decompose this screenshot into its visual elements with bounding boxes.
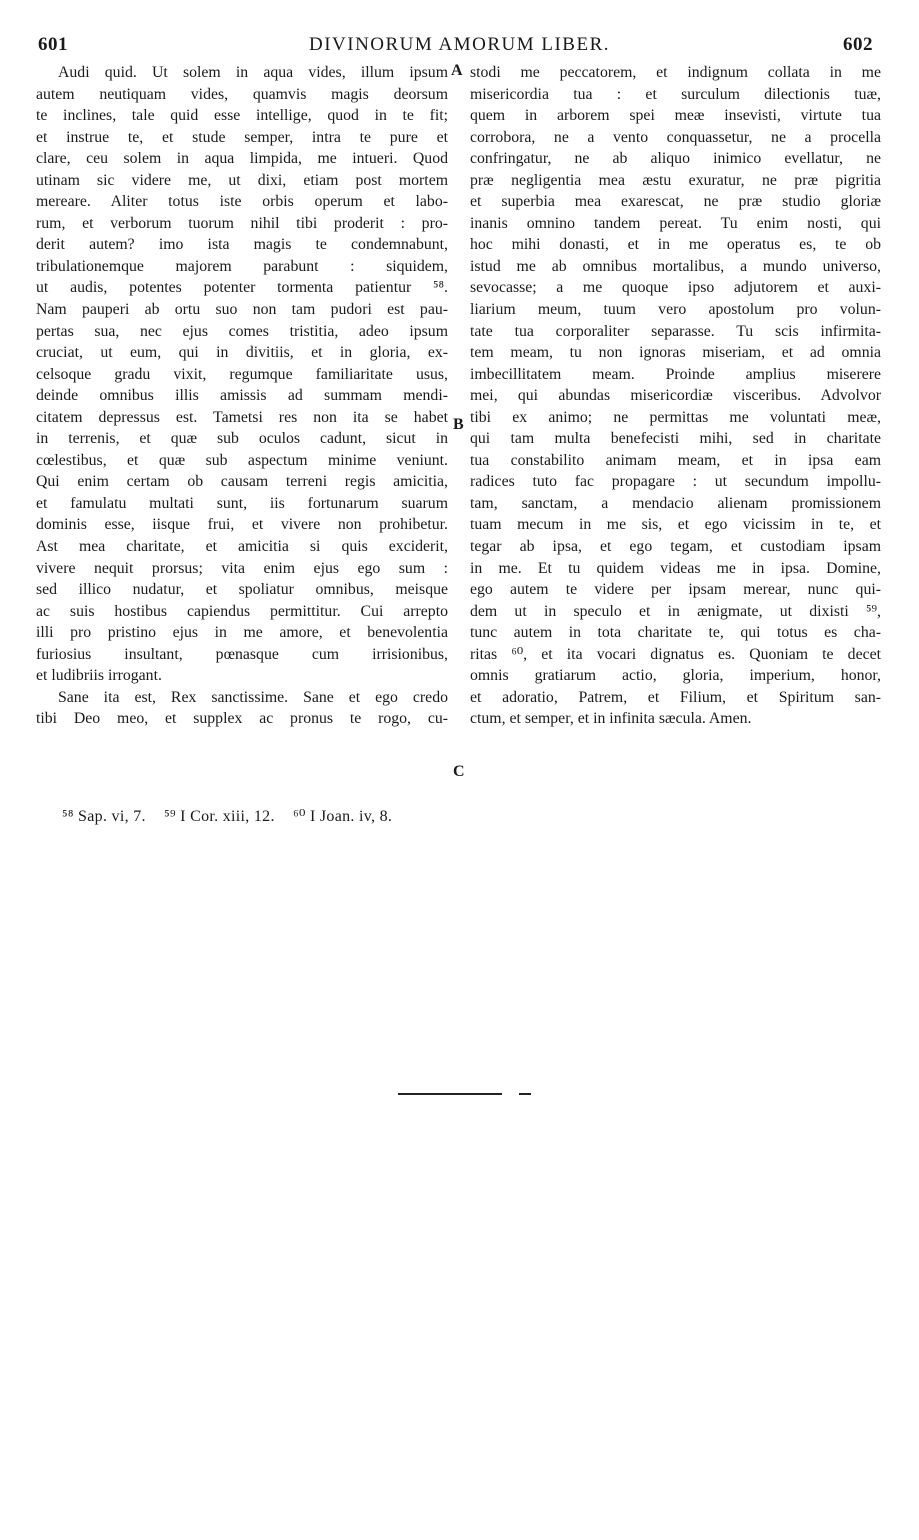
text-line: tua constabilito animam meam, et in ipsa eam	[470, 451, 881, 469]
text-line: tate tua corporaliter separasse. Tu scis infirmita-	[470, 322, 881, 340]
text-line: tribulationemque majorem parabunt : siquidem,	[36, 257, 448, 275]
text-line: dem ut in speculo et in ænigmate, ut dixisti ⁵⁹,	[470, 602, 881, 620]
running-title: DIVINORUM AMORUM LIBER.	[308, 34, 611, 55]
text-line: clare, ceu solem in aqua limpida, me intueri. Quod	[36, 150, 448, 168]
text-line: derit autem? imo ista magis te condemnabunt,	[36, 236, 448, 254]
text-line: quem in arborem spei meæ insevisti, virtute tua	[470, 107, 881, 125]
footnote-58: ⁵⁸ Sap. vi, 7.	[62, 808, 146, 825]
text-line: utinam sic videre me, ut dixi, etiam post mortem	[36, 171, 448, 189]
margin-marker-a: A	[451, 62, 463, 79]
text-line: Qui enim certam ob causam terreni regis amicitia,	[36, 473, 448, 491]
page-number-right: 602	[843, 34, 873, 55]
text-line: ritas ⁶⁰, et ita vocari dignatus es. Quoniam te decet	[470, 645, 881, 663]
text-line: omnis gratiarum actio, gloria, imperium, honor,	[470, 667, 881, 685]
margin-marker-b: B	[453, 416, 464, 433]
text-line: radices tuto fac propagare : ut secundum impollu-	[470, 473, 881, 491]
text-line: ego autem te videre per ipsam merear, nunc qui-	[470, 581, 881, 599]
text-line: cruciat, ut eum, qui in divitiis, et in gloria, ex-	[36, 344, 448, 362]
text-line: Nam pauperi ab ortu suo non tam pudori est pau-	[36, 301, 448, 319]
text-line: imbecillitatem meam. Proinde amplius miserere	[470, 365, 881, 383]
text-line: in terrenis, et quæ sub oculos cadunt, sicut in	[36, 430, 448, 448]
text-line: dominis esse, iisque frui, et vivere non prohibetur.	[36, 516, 448, 534]
text-line: mereare. Aliter totus iste orbis operum et labo-	[36, 193, 448, 211]
text-line: deinde omnibus illis amissis ad summam mendi-	[36, 387, 448, 405]
text-line: tibi Deo meo, et supplex ac pronus te rogo, cu-	[36, 710, 448, 728]
text-line: sevocasse; a me quoque ipso adjutorem et auxi-	[470, 279, 881, 297]
text-line: illi pro pristino ejus in me amore, et benevolentia	[36, 624, 448, 642]
text-line: Ast mea charitate, et amicitia si quis exciderit,	[36, 538, 448, 556]
text-line: autem neutiquam vides, quamvis magis deorsum	[36, 85, 448, 103]
margin-marker-c: C	[453, 763, 465, 780]
end-rule-dash	[519, 1093, 531, 1095]
text-line: stodi me peccatorem, et indignum collata in me	[470, 64, 881, 81]
text-line: hoc mihi donasti, et in me operatus es, te ob	[470, 236, 881, 254]
text-line: ac suis hostibus capiendus permittitur. Cui arrepto	[36, 602, 448, 620]
text-line: tegar ab ipsa, et ego tegam, et custodiam ipsam	[470, 538, 881, 556]
text-line: mei, qui abundas misericordiæ visceribus. Advolvor	[470, 387, 881, 405]
text-line: tunc autem in tota charitate te, qui totus es cha-	[470, 624, 881, 642]
text-line: inanis omnino tandem pereat. Tu enim nosti, qui	[470, 214, 881, 232]
footnote-60: ⁶⁰ I Joan. iv, 8.	[293, 808, 393, 825]
text-line: ut audis, potentes potenter tormenta patientur ⁵⁸.	[36, 279, 448, 297]
text-line: et superbia mea exarescat, ne præ studio gloriæ	[470, 193, 881, 211]
text-line: sed illico nudatur, et spoliatur omnibus, meisque	[36, 581, 448, 599]
text-line: cœlestibus, et quæ sub aspectum minime veniunt.	[36, 451, 448, 469]
footnote-59: ⁵⁹ I Cor. xiii, 12.	[164, 808, 275, 825]
text-line: tam, sanctam, a mendacio alienam promissionem	[470, 494, 881, 512]
text-line: Audi quid. Ut solem in aqua vides, illum ipsum	[58, 64, 448, 81]
text-line: misericordia tua : et surculum dilectionis tuæ,	[470, 85, 881, 103]
text-line: et ludibriis irrogant.	[36, 667, 162, 685]
text-line: in me. Et tu quidem videas me in ipsa. Domine,	[470, 559, 881, 577]
end-rule	[398, 1093, 502, 1095]
text-line: tibi ex animo; ne permittas me voluntati meæ,	[470, 408, 881, 426]
page-number-left: 601	[38, 34, 68, 55]
text-line: et adoratio, Patrem, et Filium, et Spiritum san-	[470, 688, 881, 706]
left-column	[36, 62, 448, 730]
text-line: citatem depressus est. Tametsi res non ita se habet	[36, 408, 448, 426]
text-line: rum, et verborum tuorum nihil tibi proderit : pro-	[36, 214, 448, 232]
text-line: tem meam, tu non ignoras miseriam, et ad omnia	[470, 344, 881, 362]
text-line: vivere nequit prorsus; vita enim ejus ego sum :	[36, 559, 448, 577]
text-line: corrobora, ne a vento conquassetur, ne a procella	[470, 128, 881, 146]
text-line: istud me ab omnibus mortalibus, a mundo universo,	[470, 257, 881, 275]
text-line: ctum, et semper, et in infinita sæcula. Amen.	[470, 710, 752, 728]
text-line: et famulatu multati sunt, iis fortunarum suarum	[36, 494, 448, 512]
text-line: Sane ita est, Rex sanctissime. Sane et ego credo	[58, 688, 448, 706]
footnotes	[62, 806, 406, 826]
right-column	[470, 62, 881, 730]
text-line: tuam mecum in me sis, et ego vicissim in te, et	[470, 516, 881, 534]
text-line: præ negligentia mea æstu exuratur, ne præ pigritia	[470, 171, 881, 189]
text-line: pertas sua, nec ejus comes tristitia, adeo ipsum	[36, 322, 448, 340]
text-line: confringatur, ne ab aliquo inimico evellatur, ne	[470, 150, 881, 168]
text-line: furiosius insultant, pœnasque cum irrisionibus,	[36, 645, 448, 663]
text-line: qui tam multa benefecisti mihi, sed in charitate	[470, 430, 881, 448]
text-line: te inclines, tale quid esse intellige, quod in te fit;	[36, 107, 448, 125]
text-line: celsoque gradu vixit, regumque familiaritate usus,	[36, 365, 448, 383]
text-line: et instrue te, et stude semper, intra te pure et	[36, 128, 448, 146]
text-line: liarium meum, tuum vero apostolum pro volun-	[470, 301, 881, 319]
